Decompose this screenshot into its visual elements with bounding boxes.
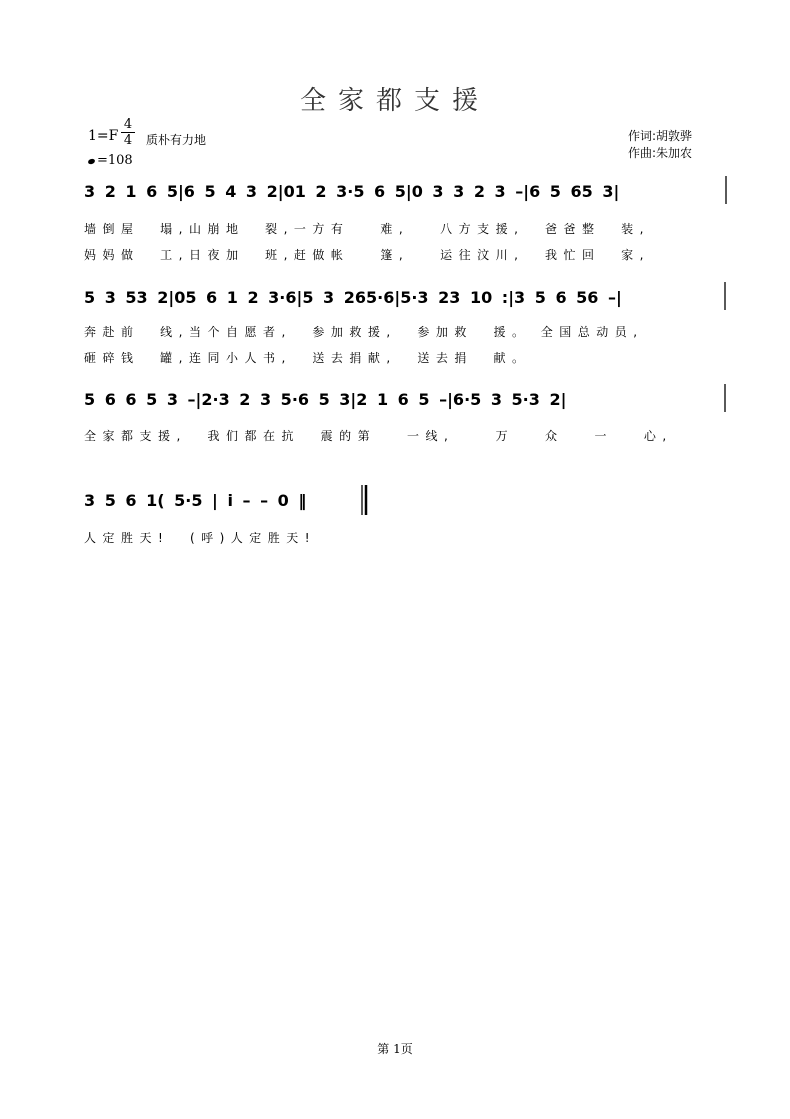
notes-line-2: 5 3 53 2|05 6 1 2 3·6|5 3 265·6|5·3 23 10 :|3 5 6 56 –| (84, 288, 622, 307)
time-signature-top: 4 (123, 117, 133, 132)
key-signature: 1=F (88, 128, 119, 144)
page-number: 第 1页 (377, 1042, 413, 1056)
song-title: 全家都支援 (299, 86, 490, 116)
lyrics-line-2-verse-1: 奔赴前 线,当个自愿者, 参加救援, 参加救 援。 全国总动员, (84, 325, 644, 339)
lyrics-line-3-verse-1: 全家都支援, 我们都在抗 震的第 一线, 万 众 一 心, (84, 429, 673, 443)
notes-line-3: 5 6 6 5 3 –|2·3 2 3 5·6 5 3|2 1 6 5 –|6·5 3 5·3 2| (84, 390, 567, 409)
expression-marking: 质朴有力地 (146, 133, 207, 147)
time-signature-bottom: 4 (123, 133, 133, 148)
lyrics-line-1-verse-2: 妈妈做 工,日夜加 班,赶做帐 篷, 运往汶川, 我忙回 家, (84, 248, 650, 262)
notes-line-1: 3 2 1 6 5|6 5 4 3 2|01 2 3·5 6 5|0 3 3 2 3 –|6 5 65 3| (84, 182, 620, 201)
tempo-value: =108 (97, 153, 133, 168)
notes-line-4: 3 5 6 1( 5·5 | i – – 0 ‖ (84, 491, 307, 510)
lyrics-line-4-verse-1: 人定胜天! (呼)人定胜天! (84, 531, 317, 545)
lyrics-line-1-verse-1: 墙倒屋 塌,山崩地 裂,一方有 难, 八方支援, 爸爸整 装, (84, 222, 650, 236)
lyrics-line-2-verse-2: 砸碎钱 罐,连同小人书, 送去捐献, 送去捐 献。 (84, 351, 531, 365)
lyricist-credit: 作词:胡敦骅 (628, 129, 693, 143)
composer-credit: 作曲:朱加农 (628, 146, 693, 160)
